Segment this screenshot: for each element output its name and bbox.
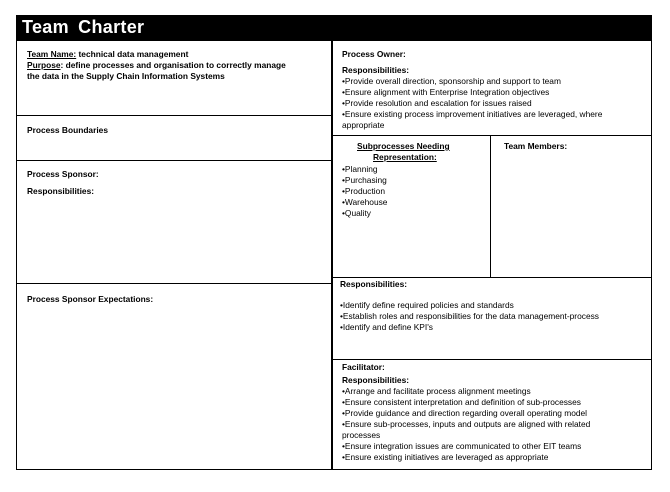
- facilitator-item: •Arrange and facilitate process alignment meetings: [342, 386, 531, 396]
- facilitator-block: [342, 362, 590, 463]
- subprocess-item: •Quality: [342, 208, 371, 218]
- facilitator-item: processes: [342, 430, 381, 440]
- divider-right-1: [333, 135, 652, 136]
- divider-left-1: [16, 115, 332, 116]
- facilitator-item: •Ensure integration issues are communicated to other EIT teams: [342, 441, 582, 451]
- divider-left-2: [16, 160, 332, 161]
- process-owner-heading: Process Owner:: [342, 49, 406, 59]
- page-title: Team Charter: [16, 15, 652, 40]
- middle-item: •Identify and define KPI's: [340, 322, 433, 332]
- middle-item: •Establish roles and responsibilities for the data management-process: [340, 311, 599, 321]
- subprocess-item: •Planning: [342, 164, 378, 174]
- middle-resp-label: Responsibilities:: [340, 279, 408, 289]
- process-sponsor: Process Sponsor:: [27, 169, 99, 179]
- purpose-text-1: : define processes and organisation to correctly manage: [60, 60, 286, 70]
- middle-item: •Identify define required policies and standards: [340, 300, 514, 310]
- process-owner-block: [342, 49, 602, 131]
- facilitator-heading: Facilitator:: [342, 362, 385, 372]
- subprocess-item: •Production: [342, 186, 385, 196]
- divider-right-2: [333, 277, 652, 278]
- process-boundaries: Process Boundaries: [27, 125, 108, 135]
- middle-resp-list: [340, 300, 599, 333]
- subprocess-item: •Warehouse: [342, 197, 388, 207]
- team-members-heading: Team Members:: [504, 141, 568, 151]
- subprocesses-list: [342, 164, 387, 219]
- facilitator-item: •Ensure existing initiatives are leveraged as appropriate: [342, 452, 549, 462]
- center-divider: [331, 40, 333, 470]
- facilitator-item: •Ensure sub-processes, inputs and outputs are aligned with related: [342, 419, 591, 429]
- divider-right-3: [333, 359, 652, 360]
- purpose-text-2: the data in the Supply Chain Information Systems: [27, 71, 225, 81]
- sponsor-expectations: Process Sponsor Expectations:: [27, 294, 154, 304]
- owner-item: •Ensure alignment with Enterprise Integration objectives: [342, 87, 550, 97]
- sponsor-responsibilities: Responsibilities:: [27, 186, 95, 196]
- owner-item: •Ensure existing process improvement initiatives are leveraged, where: [342, 109, 603, 119]
- facilitator-resp-label: Responsibilities:: [342, 375, 410, 385]
- purpose-label: Purpose: [27, 60, 61, 70]
- divider-left-3: [16, 283, 332, 284]
- facilitator-item: •Provide guidance and direction regarding overall operating model: [342, 408, 588, 418]
- owner-resp-label: Responsibilities:: [342, 65, 410, 75]
- subprocesses-heading-2: Representation:: [373, 152, 437, 162]
- owner-item: •Provide resolution and escalation for issues raised: [342, 98, 532, 108]
- team-name-value: technical data management: [78, 49, 189, 59]
- facilitator-item: •Ensure consistent interpretation and definition of sub-processes: [342, 397, 581, 407]
- sub-divider: [490, 136, 491, 277]
- owner-item: appropriate: [342, 120, 385, 130]
- owner-item: •Provide overall direction, sponsorship and support to team: [342, 76, 561, 86]
- subprocess-item: •Purchasing: [342, 175, 387, 185]
- team-name-block: [27, 49, 286, 82]
- subprocesses-heading-1: Subprocesses Needing: [357, 141, 450, 151]
- team-name-label: Team Name:: [27, 49, 77, 59]
